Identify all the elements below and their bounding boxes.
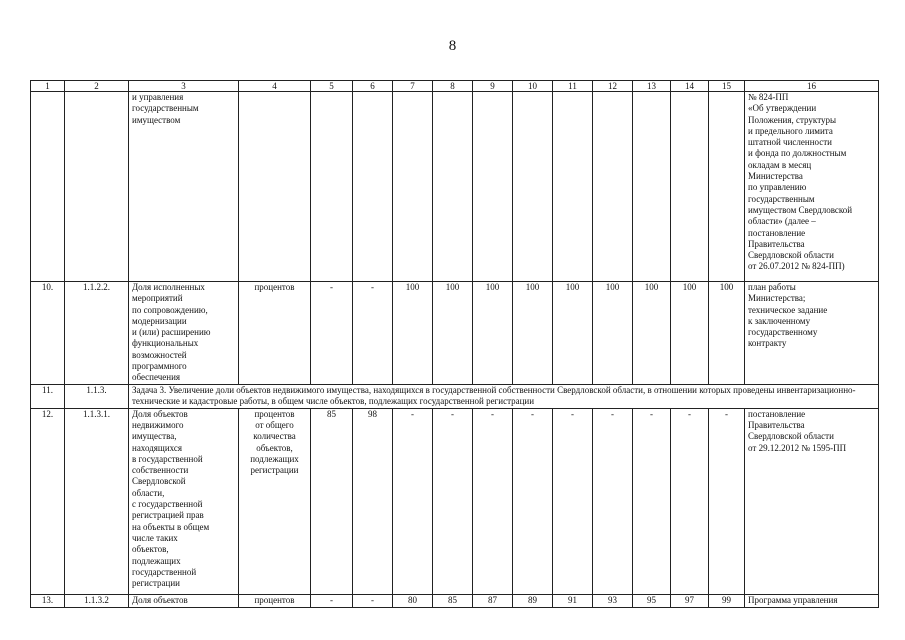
column-header: 11 xyxy=(553,81,593,92)
value-cell: 85 xyxy=(433,594,473,607)
value-cell: 80 xyxy=(393,594,433,607)
value-cell: 98 xyxy=(353,408,393,594)
unit: процентов xyxy=(239,282,311,385)
column-header: 10 xyxy=(513,81,553,92)
value-cell: - xyxy=(633,408,671,594)
value-cell: - xyxy=(671,408,709,594)
value-cell xyxy=(709,92,745,282)
value-cell: 99 xyxy=(709,594,745,607)
value-cell xyxy=(593,92,633,282)
unit: процентов xyxy=(239,594,311,607)
indicator-name: и управления государственным имуществом xyxy=(129,92,239,282)
value-cell: - xyxy=(311,594,353,607)
value-cell: - xyxy=(393,408,433,594)
column-header: 3 xyxy=(129,81,239,92)
value-cell: 100 xyxy=(633,282,671,385)
value-cell xyxy=(553,92,593,282)
column-header: 12 xyxy=(593,81,633,92)
indicator-name: Доля исполненных мероприятий по сопровождению, модернизации и (или) расширению функциональных возможностей программного обеспечения xyxy=(129,282,239,385)
row-number: 10. xyxy=(31,282,65,385)
unit xyxy=(239,92,311,282)
source-document: Программа управления xyxy=(745,594,879,607)
column-header: 1 xyxy=(31,81,65,92)
row-code: 1.1.2.2. xyxy=(65,282,129,385)
value-cell xyxy=(633,92,671,282)
value-cell xyxy=(353,92,393,282)
task-description: Задача 3. Увеличение доли объектов недвижимого имущества, находящихся в государственной собственности Свердловской области, в отношении которых проведены инвентаризационно-технические и кадастровые работы, в общем числе объектов, подлежащих государственной регистрации xyxy=(129,384,879,408)
value-cell: 85 xyxy=(311,408,353,594)
column-header: 9 xyxy=(473,81,513,92)
table-row xyxy=(31,282,879,385)
table-row xyxy=(31,594,879,607)
value-cell: 100 xyxy=(553,282,593,385)
value-cell: 100 xyxy=(709,282,745,385)
value-cell: 89 xyxy=(513,594,553,607)
value-cell: 91 xyxy=(553,594,593,607)
table-header-row xyxy=(31,81,879,92)
indicators-table xyxy=(30,80,879,608)
table-row-task xyxy=(31,384,879,408)
column-header: 7 xyxy=(393,81,433,92)
value-cell: - xyxy=(553,408,593,594)
row-code xyxy=(65,92,129,282)
row-code: 1.1.3.2 xyxy=(65,594,129,607)
value-cell xyxy=(311,92,353,282)
source-document: постановление Правительства Свердловской области от 29.12.2012 № 1595-ПП xyxy=(745,408,879,594)
value-cell: - xyxy=(311,282,353,385)
row-number: 13. xyxy=(31,594,65,607)
value-cell: 100 xyxy=(593,282,633,385)
value-cell: - xyxy=(593,408,633,594)
value-cell: 93 xyxy=(593,594,633,607)
value-cell: 95 xyxy=(633,594,671,607)
value-cell: 100 xyxy=(393,282,433,385)
page-number: 8 xyxy=(448,38,457,54)
value-cell: 100 xyxy=(671,282,709,385)
value-cell: - xyxy=(709,408,745,594)
source-document: № 824-ПП «Об утверждении Положения, структуры и предельного лимита штатной численности и фонда по должностным окладам в месяц Министерства по управлению государственным имуществом Свердловской области» (далее – постановление Правительства Свердловской области от 26.07.2012 № 824-ПП) xyxy=(745,92,879,282)
value-cell: - xyxy=(433,408,473,594)
row-code: 1.1.3. xyxy=(65,384,129,408)
value-cell xyxy=(513,92,553,282)
column-header: 4 xyxy=(239,81,311,92)
value-cell xyxy=(671,92,709,282)
indicator-name: Доля объектов xyxy=(129,594,239,607)
value-cell: - xyxy=(353,282,393,385)
table-row xyxy=(31,92,879,282)
value-cell: 100 xyxy=(473,282,513,385)
value-cell: - xyxy=(473,408,513,594)
row-number: 12. xyxy=(31,408,65,594)
value-cell: - xyxy=(353,594,393,607)
row-number: 11. xyxy=(31,384,65,408)
column-header: 15 xyxy=(709,81,745,92)
value-cell: 100 xyxy=(513,282,553,385)
column-header: 14 xyxy=(671,81,709,92)
column-header: 5 xyxy=(311,81,353,92)
source-document: план работы Министерства; техническое задание к заключенному государственному контракту xyxy=(745,282,879,385)
indicator-name: Доля объектов недвижимого имущества, находящихся в государственной собственности Свердловской области, с государственной регистрацией прав на объекты в общем числе таких объектов, подлежащих государственной регистрации xyxy=(129,408,239,594)
row-code: 1.1.3.1. xyxy=(65,408,129,594)
table-row xyxy=(31,408,879,594)
value-cell xyxy=(433,92,473,282)
value-cell xyxy=(393,92,433,282)
column-header: 2 xyxy=(65,81,129,92)
value-cell: 87 xyxy=(473,594,513,607)
column-header: 16 xyxy=(745,81,879,92)
value-cell: 97 xyxy=(671,594,709,607)
value-cell: 100 xyxy=(433,282,473,385)
unit: процентов от общего количества объектов, подлежащих регистрации xyxy=(239,408,311,594)
column-header: 6 xyxy=(353,81,393,92)
value-cell xyxy=(473,92,513,282)
column-header: 8 xyxy=(433,81,473,92)
row-number xyxy=(31,92,65,282)
value-cell: - xyxy=(513,408,553,594)
column-header: 13 xyxy=(633,81,671,92)
